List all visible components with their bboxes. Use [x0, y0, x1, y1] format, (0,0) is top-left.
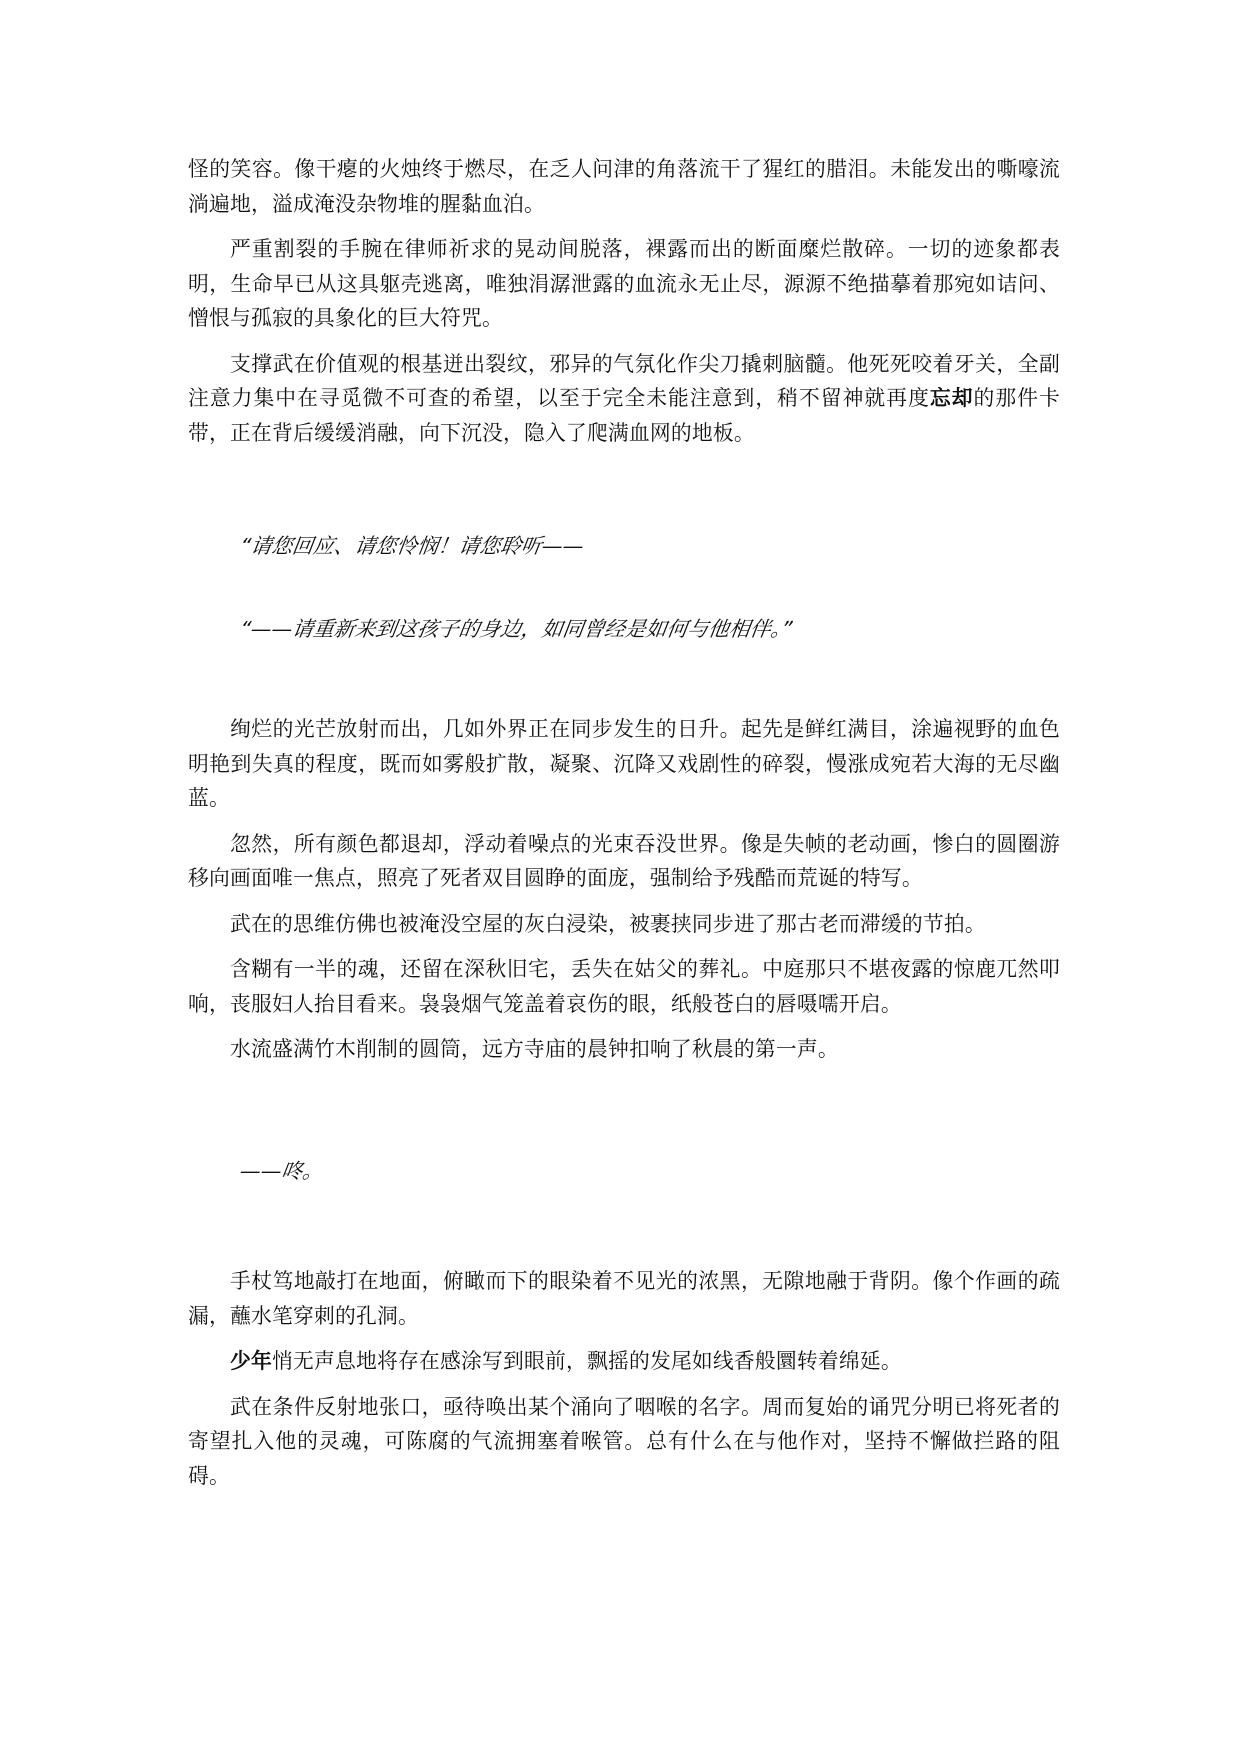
paragraph-3	[188, 347, 1060, 451]
paragraph-5: 忽然，所有颜色都退却，浮动着噪点的光束吞没世界。像是失帧的老动画，惨白的圆圈游移向画面唯一焦点，照亮了死者双目圆睁的面庞，强制给予残酷而荒诞的特写。	[188, 831, 1060, 890]
paragraph-4: 绚烂的光芒放射而出，几如外界正在同步发生的日升。起先是鲜红满目，涂遍视野的血色明艳到失真的程度，既而如雾般扩散，凝聚、沉降又戏剧性的碎裂，慢涨成宛若大海的无尽幽蓝。	[188, 717, 1060, 810]
paragraph-3-bold: 忘却	[929, 386, 974, 410]
dialogue-line-1: “请您回应、请您怜悯！请您聆听——	[238, 534, 586, 558]
paragraph-3-text-a: 支撑武在价值观的根基迸出裂纹，邪异的气氛化作尖刀撬刺脑髓。他死死咬着牙关，全副注意力集中在寻觅微不可查的希望，以至于完全未能注意到，稍不留神就再度	[188, 351, 1060, 410]
dialogue-line-3: ——咚。	[238, 1158, 325, 1183]
paragraph-10-bold: 少年	[230, 1349, 272, 1373]
paragraph-1: 怪的笑容。像干瘪的火烛终于燃尽，在乏人问津的角落流干了猩红的腊泪。未能发出的嘶嚎流淌遍地，溢成淹没杂物堆的腥黏血泊。	[188, 157, 1060, 216]
document-page	[188, 152, 1060, 1504]
paragraph-7: 含糊有一半的魂，还留在深秋旧宅，丢失在姑父的葬礼。中庭那只不堪夜露的惊鹿兀然叩响，丧服妇人抬目看来。袅袅烟气笼盖着哀伤的眼，纸般苍白的唇嗫嚅开启。	[188, 957, 1060, 1016]
paragraph-8: 水流盛满竹木削制的圆筒，远方寺庙的晨钟扣响了秋晨的第一声。	[230, 1037, 839, 1061]
paragraph-9: 手杖笃地敲打在地面，俯瞰而下的眼染着不见光的浓黑，无隙地融于背阴。像个作画的疏漏，蘸水笔穿刺的孔洞。	[188, 1269, 1060, 1328]
dialogue-line-2: “——请重新来到这孩子的身边，如同曾经是如何与他相伴。”	[238, 616, 794, 641]
paragraph-6: 武在的思维仿佛也被淹没空屋的灰白浸染，被裹挟同步进了那古老而滞缓的节拍。	[230, 911, 986, 936]
paragraph-10-text: 悄无声息地将存在感涂写到眼前，飘摇的发尾如线香般圜转着绵延。	[272, 1349, 902, 1373]
paragraph-2: 严重割裂的手腕在律师祈求的晃动间脱落，裸露而出的断面糜烂散碎。一切的迹象都表明，生命早已从这具躯壳逃离，唯独涓潺泄露的血流永无止尽，源源不绝描摹着那宛如诘问、憎恨与孤寂的具象化的巨大符咒。	[188, 237, 1060, 330]
paragraph-3-text-b: 的那件卡带，正在背后缓缓消融，向下沉没，隐入了爬满血网的地板。	[188, 386, 1060, 445]
paragraph-10	[188, 1344, 1060, 1379]
paragraph-11: 武在条件反射地张口，亟待唤出某个涌向了咽喉的名字。周而复始的诵咒分明已将死者的寄望扎入他的灵魂，可陈腐的气流拥塞着喉管。总有什么在与他作对，坚持不懈做拦路的阻碍。	[188, 1394, 1060, 1488]
